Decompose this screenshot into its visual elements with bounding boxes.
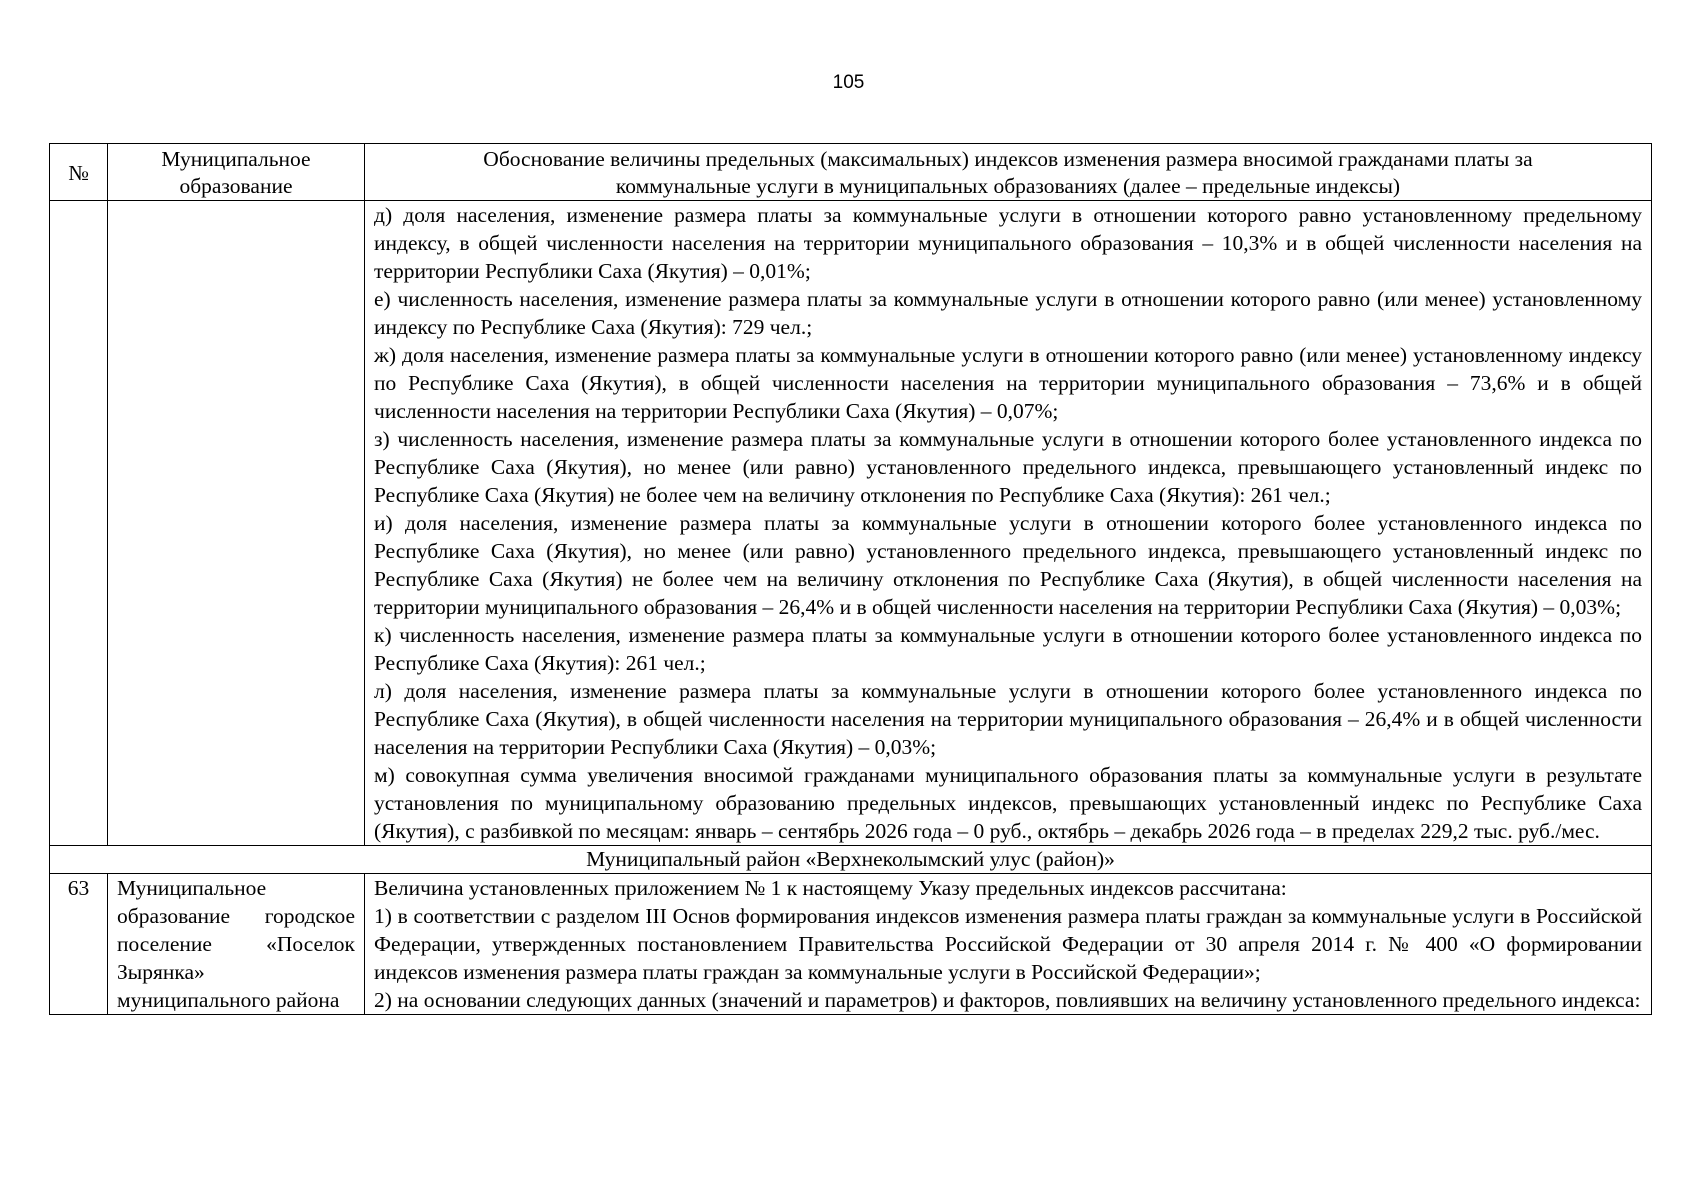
- paragraph-intro: Величина установленных приложением № 1 к настоящему Указу предельных индексов рассчитана:: [374, 876, 1287, 900]
- row-number: 63: [50, 874, 108, 1015]
- justification-table: [49, 143, 1652, 1015]
- paragraph-1: 1) в соответствии с разделом III Основ формирования индексов изменения размера платы граждан за коммунальные услуги в Российской Федерации, утвержденных постановлением Правительства Российской Федерации от 30 апреля 2014 г. № 400 «О формировании индексов изменения размера платы граждан за коммунальные услуги в Российской Федерации»;: [374, 904, 1642, 984]
- paragraph-k: к) численность населения, изменение размера платы за коммунальные услуги в отношении которого более установленного индекса по Республике Саха (Якутия): 261 чел.;: [374, 623, 1642, 675]
- district-heading: Муниципальный район «Верхнеколымский улус (район)»: [50, 846, 1652, 874]
- continued-justification-cell: [365, 201, 1652, 846]
- header-num: №: [50, 144, 108, 201]
- page-number: 105: [832, 72, 865, 93]
- row-63-justification-cell: [365, 874, 1652, 1015]
- table-header-row: [50, 144, 1652, 201]
- header-municipality: Муниципальное образование: [108, 144, 365, 201]
- table-row-63: [50, 874, 1652, 1015]
- paragraph-d: д) доля населения, изменение размера платы за коммунальные услуги в отношении которого равно установленному предельному индексу, в общей численности населения на территории муниципального образования – 10,3% и в общей численности населения на территории Республики Саха (Якутия) – 0,01%;: [374, 203, 1642, 283]
- paragraph-zh: ж) доля населения, изменение размера платы за коммунальные услуги в отношении которого равно (или менее) установленному индексу по Республике Саха (Якутия), в общей численности населения на территории муниципального образования – 73,6% и в общей численности населения на территории Республики Саха (Якутия) – 0,07%;: [374, 343, 1642, 423]
- paragraph-2: 2) на основании следующих данных (значений и параметров) и факторов, повлиявших на величину установленного предельного индекса:: [374, 988, 1641, 1012]
- paragraph-i: и) доля населения, изменение размера платы за коммунальные услуги в отношении которого более установленного индекса по Республике Саха (Якутия), но менее (или равно) установленного предельного индекса, превышающего установленный индекс по Республике Саха (Якутия) не более чем на величину отклонения по Республике Саха (Якутия), в общей численности населения на территории муниципального образования – 26,4% и в общей численности населения на территории Республики Саха (Якутия) – 0,03%;: [374, 511, 1642, 619]
- continued-municipality-cell: [108, 201, 365, 846]
- municipality-name: Муниципальное образование городское поселение «Поселок Зырянка» муниципального района: [108, 874, 365, 1015]
- paragraph-m: м) совокупная сумма увеличения вносимой гражданами муниципального образования платы за коммунальные услуги в результате установления по муниципальному образованию предельных индексов, превышающих установленный индекс по Республике Саха (Якутия), с разбивкой по месяцам: январь – сентябрь 2026 года – 0 руб., октябрь – декабрь 2026 года – в пределах 229,2 тыс. руб./мес.: [374, 763, 1642, 843]
- continued-num-cell: [50, 201, 108, 846]
- table-row-continued: [50, 201, 1652, 846]
- paragraph-z: з) численность населения, изменение размера платы за коммунальные услуги в отношении которого более установленного индекса по Республике Саха (Якутия), но менее (или равно) установленного предельного индекса, превышающего установленный индекс по Республике Саха (Якутия) не более чем на величину отклонения по Республике Саха (Якутия): 261 чел.;: [374, 427, 1642, 507]
- header-justification: Обоснование величины предельных (максимальных) индексов изменения размера вносимой гражданами платы за коммунальные услуги в муниципальных образованиях (далее – предельные индексы): [365, 144, 1652, 201]
- paragraph-l: л) доля населения, изменение размера платы за коммунальные услуги в отношении которого более установленного индекса по Республике Саха (Якутия), в общей численности населения на территории муниципального образования – 26,4% и в общей численности населения на территории Республики Саха (Якутия) – 0,03%;: [374, 679, 1642, 759]
- district-row: [50, 846, 1652, 874]
- paragraph-e: е) численность населения, изменение размера платы за коммунальные услуги в отношении которого равно (или менее) установленному индексу по Республике Саха (Якутия): 729 чел.;: [374, 287, 1642, 339]
